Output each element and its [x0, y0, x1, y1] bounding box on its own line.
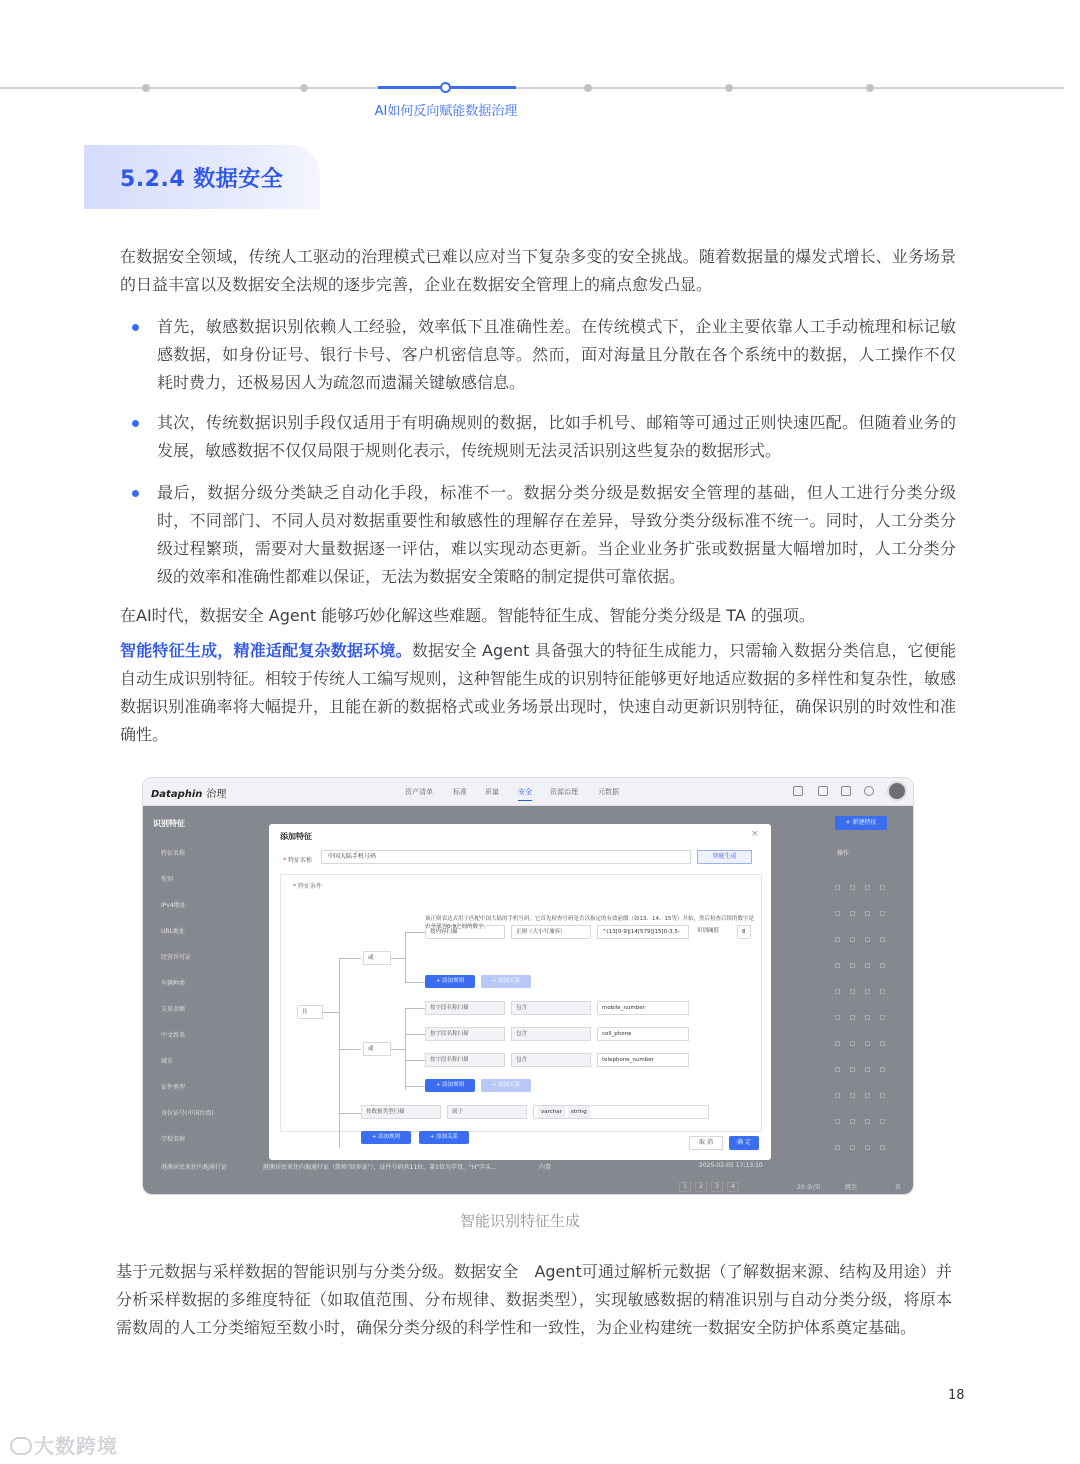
row-actions[interactable] [835, 1083, 897, 1089]
row-actions[interactable] [835, 953, 897, 959]
tree-line [405, 1008, 425, 1009]
pagination[interactable] [679, 1182, 743, 1192]
table-row: 城市 [161, 1058, 174, 1065]
table-row: 性别 [161, 876, 174, 883]
page-1[interactable]: 1 [679, 1182, 691, 1192]
nav-item-active[interactable]: 安全 [518, 787, 532, 801]
smart-generate-button[interactable]: 智能生成 [697, 850, 752, 864]
bullet-dot [132, 420, 139, 427]
table-row: 特征名称 [161, 850, 186, 857]
nav-item[interactable]: 元数据 [598, 788, 619, 796]
modal-title: 添加特征 [280, 832, 312, 841]
table-row: URL地址 [161, 928, 185, 935]
new-feature-button[interactable]: + 新建特征 [835, 816, 887, 830]
last-row-desc: 港澳居民来往内地通行证（简称"回乡证"），证件号码共11位，第1位为字母，"H"字头... [263, 1164, 497, 1171]
feature-name-input[interactable]: 中国大陆手机号码 [321, 850, 691, 864]
confirm-button[interactable]: 确 定 [729, 1136, 759, 1150]
type-rule-chips[interactable] [533, 1105, 709, 1119]
tree-line [405, 1086, 425, 1087]
close-icon[interactable]: × [751, 829, 759, 839]
chip[interactable]: string [568, 1106, 590, 1118]
bottom-paragraph: 基于元数据与采样数据的智能识别与分类分级。数据安全 Agent可通过解析元数据（了解数据来源、结构及用途）并分析采样数据的多维度特征（如取值范围、分布规律、数据类型），实现敏感数据的精准识别与自动分类分级，将原本需数周的人工分类缩短至数小时，确保分类分级的科学性和一致性，为企业构建统一数据安全防护体系奠定基础。 [116, 1262, 952, 1337]
tree-line [405, 932, 425, 933]
field-rule-value[interactable]: mobile_number [597, 1001, 689, 1015]
field-rule-type[interactable]: 按字段名称扫描 [425, 1001, 505, 1015]
page-title: 识别特征 [153, 819, 185, 828]
product-screenshot [142, 777, 914, 1195]
field-rule-type[interactable]: 按字段名称扫描 [425, 1027, 505, 1041]
regex-hint: 该正则表达式用于匹配中国大陆的手机号码。它首先检查号码是否以指定的有效前缀（如13、14、15等）开始，然后检查后续的数字是否全部为0-9之间的数字。 [425, 916, 754, 930]
tree-line [405, 1060, 425, 1061]
table-row: 经营许可证 [161, 954, 192, 961]
page-label: 页 [895, 1184, 902, 1191]
tree-line [391, 958, 405, 959]
row-actions[interactable] [835, 1057, 897, 1063]
tree-line [339, 1113, 361, 1114]
row-actions[interactable] [835, 1005, 897, 1011]
field-rule-value[interactable]: cell_phone [597, 1027, 689, 1041]
bullet-dot [132, 490, 139, 497]
tree-line [391, 1049, 405, 1050]
add-relation-button[interactable]: + 添加关系 [481, 975, 531, 988]
feature-text: 数据安全 Agent 具备强大的特征生成能力，只需输入数据分类信息，它便能自动生成识别特征。相较于传统人工编写规则，这种智能生成的识别特征能够更好地适应数据的多样性和复杂性，敏感数据识别准确率将大幅提升，且能在新的数据格式或业务场景出现时，快速自动更新识别特征，确保识别的时效性和准确性。 [120, 641, 956, 744]
rule-mode-select[interactable]: 正则（大小写兼容） [511, 925, 591, 939]
tree-line [339, 958, 361, 959]
timeline-dot [725, 84, 733, 92]
cancel-button[interactable]: 取 消 [689, 1136, 723, 1150]
threshold-label: 识别阈值 [697, 928, 720, 934]
bullet-text: 首先，敏感数据识别依赖人工经验，效率低下且准确性差。在传统模式下，企业主要依靠人工手动梳理和标记敏感数据，如身份证号、银行卡号、客户机密信息等。然而，面对海量且分散在各个系统中的数据，人工操作不仅耗时费力，还极易因人为疏忽而遗漏关键敏感信息。 [157, 317, 956, 392]
feature-highlight: 智能特征生成，精准适配复杂数据环境。 [120, 641, 412, 660]
threshold-input[interactable]: 8 [737, 925, 751, 939]
feature-paragraph [120, 637, 956, 749]
tree-line [405, 1008, 406, 1090]
section-title: 5.2.4 数据安全 [120, 167, 284, 192]
table-row: 身份证号(中国台湾) [161, 1110, 214, 1117]
home-icon[interactable] [793, 786, 803, 796]
tree-line [405, 1034, 425, 1035]
page-2[interactable]: 2 [695, 1182, 707, 1192]
intro-paragraph: 在数据安全领域，传统人工驱动的治理模式已难以应对当下复杂多变的安全挑战。随着数据量的爆发式增长、业务场景的日益丰富以及数据安全法规的逐步完善，企业在数据安全管理上的痛点愈发凸显。 [120, 247, 956, 294]
feature-name-label: * 特征名称 [283, 857, 312, 864]
add-rule-button[interactable]: + 添加规则 [425, 1079, 475, 1092]
type-rule-op[interactable]: 属于 [447, 1105, 527, 1119]
timeline-dot-active [440, 82, 451, 93]
chip[interactable]: varchar [538, 1106, 565, 1118]
help-icon[interactable] [864, 786, 874, 796]
field-rule-op[interactable]: 包含 [511, 1001, 591, 1015]
condition-panel [280, 874, 762, 1140]
column-header-action: 操作 [837, 850, 850, 857]
app-logo: Dataphin 治理 [151, 789, 227, 800]
tree-line [321, 1012, 339, 1013]
avatar[interactable] [887, 781, 907, 801]
and-operator-select[interactable]: 且 [297, 1005, 323, 1019]
table-row: 港澳居民来往内地通行证 [161, 1164, 228, 1171]
field-rule-value[interactable]: telephone_number [597, 1053, 689, 1067]
jump-label: 跳至 [845, 1184, 858, 1191]
figure-caption: 智能识别特征生成 [459, 1212, 580, 1230]
add-relation-button[interactable]: + 添加关系 [419, 1131, 469, 1144]
table-row: 交易金额 [161, 1006, 186, 1013]
nav-item[interactable]: 标准 [453, 788, 467, 796]
bullet-text: 最后，数据分级分类缺乏自动化手段，标准不一。数据分类分级是数据安全管理的基础，但人工进行分类分级时，不同部门、不同人员对数据重要性和敏感性的理解存在差异，导致分类分级标准不统一。同时，人工分类分级过程繁琐，需要对大量数据逐一评估，难以实现动态更新。当企业业务扩张或数据量大幅增加时，人工分类分级的效率和准确性都难以保证，无法为数据安全策略的制定提供可靠依据。 [157, 483, 956, 586]
nav-item[interactable]: 质量 [485, 788, 499, 796]
timeline-dot [866, 84, 874, 92]
condition-label: * 特征条件 [293, 883, 322, 890]
header-title: AI如何反向赋能数据治理 [374, 104, 518, 119]
settings-icon[interactable] [841, 786, 851, 796]
page-size-select[interactable]: 20 条/页 [797, 1184, 821, 1191]
type-rule-select[interactable]: 按数据类型扫描 [361, 1105, 441, 1119]
row-actions[interactable] [835, 979, 897, 985]
add-rule-button[interactable]: + 添加规则 [425, 975, 475, 988]
ai-paragraph: 在AI时代，数据安全 Agent 能够巧妙化解这些难题。智能特征生成、智能分类分级是 TA 的强项。 [120, 606, 815, 625]
tree-line [339, 1049, 361, 1050]
row-actions[interactable] [835, 1031, 897, 1037]
field-rule-op[interactable]: 包含 [511, 1053, 591, 1067]
page-number: 18 [948, 1388, 965, 1403]
page-4[interactable]: 4 [727, 1182, 739, 1192]
field-rule-type[interactable]: 按字段名称扫描 [425, 1053, 505, 1067]
rule-type-select[interactable]: 按内容扫描 [425, 925, 505, 939]
watermark: 大数跨境 [10, 1430, 118, 1459]
bullet-dot [132, 324, 139, 331]
tree-line [405, 982, 425, 983]
page-3[interactable]: 3 [711, 1182, 723, 1192]
timeline-dot [142, 84, 150, 92]
add-feature-modal [269, 824, 771, 1160]
add-relation-button[interactable]: + 添加关系 [481, 1079, 531, 1092]
bullet-text: 其次，传统数据识别手段仅适用于有明确规则的数据，比如手机号、邮箱等可通过正则快速匹配。但随着业务的发展，敏感数据不仅仅局限于规则化表示，传统规则无法灵活识别这些复杂的数据形式。 [157, 413, 956, 460]
last-row-level: 内置 [539, 1164, 552, 1171]
tree-line [339, 958, 340, 1148]
header-timeline [0, 87, 1064, 89]
table-row: 中文姓名 [161, 1032, 186, 1039]
row-actions[interactable] [835, 875, 897, 881]
section-heading [84, 145, 320, 209]
table-row: 学校名称 [161, 1136, 186, 1143]
field-rule-op[interactable]: 包含 [511, 1027, 591, 1041]
last-row-time: 2025-02-05 17:13:10 [699, 1162, 763, 1169]
nav-item[interactable]: 资源治理 [550, 788, 578, 796]
tree-line [405, 932, 406, 982]
timeline-dot [584, 84, 592, 92]
timeline-dot [300, 84, 308, 92]
add-rule-button[interactable]: + 添加规则 [361, 1131, 411, 1144]
bell-icon[interactable] [818, 786, 828, 796]
row-actions[interactable] [835, 1135, 897, 1141]
row-actions[interactable] [835, 1109, 897, 1115]
row-actions[interactable] [835, 927, 897, 933]
app-topbar [143, 778, 914, 806]
nav-item[interactable]: 资产清单 [405, 788, 433, 796]
or-operator-select[interactable]: 或 [363, 1042, 391, 1056]
watermark-icon [10, 1437, 32, 1455]
or-operator-select[interactable]: 或 [363, 951, 391, 965]
table-row: IPv4地址 [161, 902, 186, 909]
row-actions[interactable] [835, 901, 897, 907]
regex-input[interactable]: ^(13[0-9]|14[579]|15[0-3,5- [597, 925, 689, 939]
table-row: 证件类型 [161, 1084, 186, 1091]
table-row: 车辆种类 [161, 980, 186, 987]
